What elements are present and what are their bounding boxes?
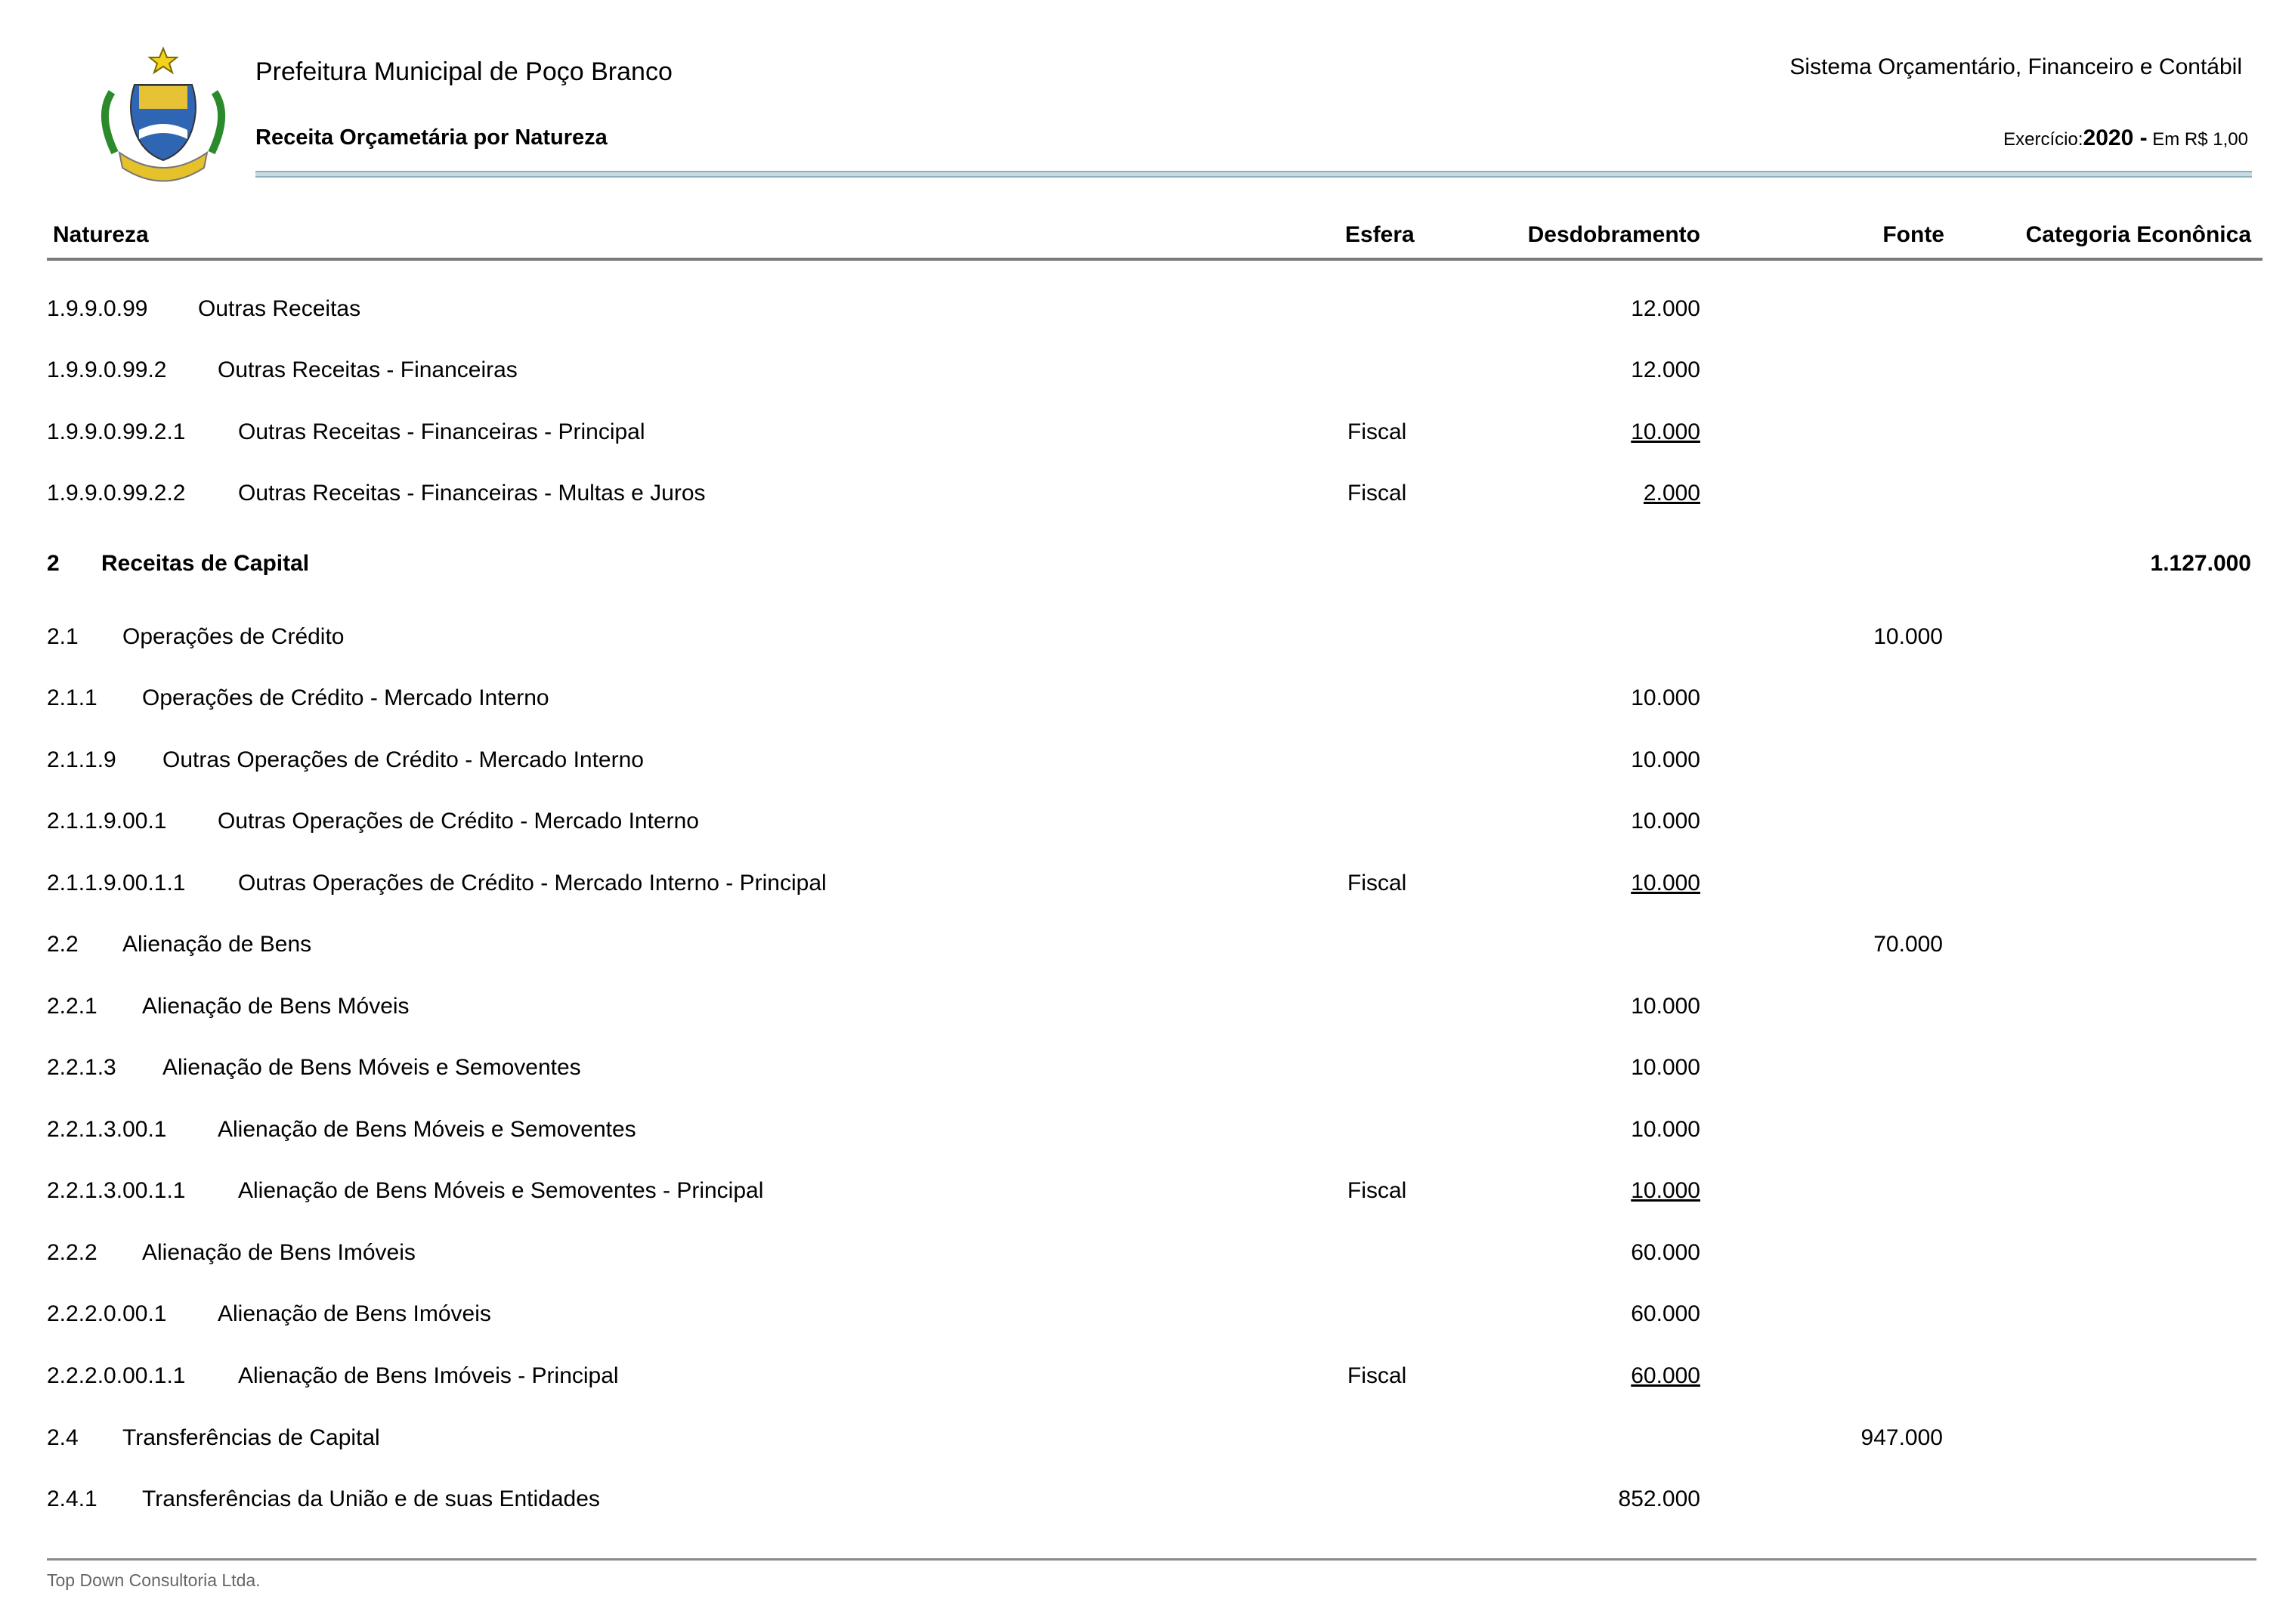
row-desdobramento: 60.000 bbox=[1631, 1301, 1700, 1326]
row-desdobramento: 10.000 bbox=[1631, 1055, 1700, 1080]
row-fonte: 947.000 bbox=[1860, 1425, 1943, 1450]
table-row bbox=[0, 1425, 2295, 1460]
row-desdobramento: 852.000 bbox=[1618, 1486, 1700, 1511]
column-header-fonte: Fonte bbox=[1882, 222, 1944, 247]
row-description: Alienação de Bens Imóveis - Principal bbox=[238, 1363, 619, 1388]
row-description: Operações de Crédito - Mercado Interno bbox=[142, 685, 549, 710]
system-name: Sistema Orçamentário, Financeiro e Contábil bbox=[1789, 54, 2242, 79]
row-categoria: 1.127.000 bbox=[2150, 551, 2251, 576]
row-code: 2.2.2.0.00.1.1 bbox=[47, 1363, 186, 1388]
table-row bbox=[0, 1363, 2295, 1398]
row-code: 2.2.2 bbox=[47, 1240, 97, 1265]
table-row bbox=[0, 551, 2295, 586]
report-title: Receita Orçametária por Natureza bbox=[255, 125, 608, 150]
table-row bbox=[0, 685, 2295, 720]
table-row bbox=[0, 1178, 2295, 1213]
row-esfera: Fiscal bbox=[1347, 481, 1407, 506]
row-desdobramento: 10.000 bbox=[1631, 747, 1700, 772]
exercise-label: Exercício: bbox=[2003, 129, 2083, 150]
exercise-info bbox=[2003, 125, 2248, 151]
row-desdobramento: 60.000 bbox=[1631, 1363, 1700, 1388]
row-code: 1.9.9.0.99.2.1 bbox=[47, 419, 186, 444]
row-description: Transferências da União e de suas Entidades bbox=[142, 1486, 600, 1511]
footer-company: Top Down Consultoria Ltda. bbox=[47, 1570, 261, 1590]
row-description: Transferências de Capital bbox=[122, 1425, 380, 1450]
table-row bbox=[0, 296, 2295, 331]
row-fonte: 70.000 bbox=[1873, 932, 1943, 957]
row-code: 2.2 bbox=[47, 932, 79, 957]
table-row bbox=[0, 481, 2295, 515]
row-description: Outras Receitas - Financeiras - Principal bbox=[238, 419, 645, 444]
row-description: Outras Receitas - Financeiras - Multas e Juros bbox=[238, 481, 706, 506]
row-code: 2.1.1.9 bbox=[47, 747, 116, 772]
row-desdobramento: 12.000 bbox=[1631, 357, 1700, 382]
table-row bbox=[0, 1055, 2295, 1090]
row-desdobramento: 10.000 bbox=[1631, 871, 1700, 896]
row-desdobramento: 10.000 bbox=[1631, 994, 1700, 1019]
row-desdobramento: 10.000 bbox=[1631, 809, 1700, 834]
row-desdobramento: 60.000 bbox=[1631, 1240, 1700, 1265]
table-row bbox=[0, 1117, 2295, 1152]
row-description: Outras Operações de Crédito - Mercado Interno - Principal bbox=[238, 871, 827, 896]
row-description: Alienação de Bens Móveis bbox=[142, 994, 410, 1019]
currency-unit: Em R$ 1,00 bbox=[2152, 129, 2248, 150]
column-header-esfera: Esfera bbox=[1345, 222, 1415, 247]
row-code: 2.2.1 bbox=[47, 994, 97, 1019]
table-row bbox=[0, 747, 2295, 782]
table-row bbox=[0, 419, 2295, 454]
municipality-title: Prefeitura Municipal de Poço Branco bbox=[255, 57, 673, 86]
row-code: 2.4.1 bbox=[47, 1486, 97, 1511]
row-esfera: Fiscal bbox=[1347, 1363, 1407, 1388]
row-desdobramento: 10.000 bbox=[1631, 1178, 1700, 1203]
row-esfera: Fiscal bbox=[1347, 419, 1407, 444]
municipal-coat-of-arms-logo bbox=[82, 39, 248, 196]
header-divider bbox=[255, 171, 2252, 178]
row-desdobramento: 2.000 bbox=[1643, 481, 1700, 506]
row-desdobramento: 10.000 bbox=[1631, 419, 1700, 444]
row-description: Alienação de Bens Imóveis bbox=[218, 1301, 491, 1326]
row-code: 2.1.1.9.00.1 bbox=[47, 809, 167, 834]
table-row bbox=[0, 1486, 2295, 1521]
exercise-year: 2020 - bbox=[2083, 125, 2148, 150]
row-description: Alienação de Bens bbox=[122, 932, 312, 957]
row-desdobramento: 10.000 bbox=[1631, 1117, 1700, 1142]
row-description: Operações de Crédito bbox=[122, 624, 345, 649]
row-code: 2.4 bbox=[47, 1425, 79, 1450]
column-header-desdobramento: Desdobramento bbox=[1527, 222, 1700, 247]
row-code: 2 bbox=[47, 551, 60, 576]
row-code: 2.2.1.3.00.1 bbox=[47, 1117, 167, 1142]
row-description: Alienação de Bens Móveis e Semoventes - Principal bbox=[238, 1178, 764, 1203]
row-desdobramento: 12.000 bbox=[1631, 296, 1700, 321]
row-description: Receitas de Capital bbox=[101, 551, 310, 576]
row-description: Alienação de Bens Imóveis bbox=[142, 1240, 416, 1265]
row-description: Outras Operações de Crédito - Mercado Interno bbox=[162, 747, 644, 772]
table-row bbox=[0, 871, 2295, 905]
row-code: 2.1.1.9.00.1.1 bbox=[47, 871, 186, 896]
table-row bbox=[0, 932, 2295, 967]
row-code: 2.2.1.3.00.1.1 bbox=[47, 1178, 186, 1203]
table-row bbox=[0, 1240, 2295, 1275]
table-row bbox=[0, 994, 2295, 1029]
table-row bbox=[0, 1301, 2295, 1336]
row-description: Outras Receitas bbox=[198, 296, 361, 321]
row-code: 1.9.9.0.99.2.2 bbox=[47, 481, 186, 506]
row-code: 1.9.9.0.99 bbox=[47, 296, 148, 321]
row-code: 2.1 bbox=[47, 624, 79, 649]
row-code: 2.2.2.0.00.1 bbox=[47, 1301, 167, 1326]
row-description: Outras Receitas - Financeiras bbox=[218, 357, 518, 382]
column-header-divider bbox=[47, 258, 2263, 261]
footer-divider bbox=[47, 1558, 2256, 1561]
column-header-natureza: Natureza bbox=[53, 222, 149, 247]
row-desdobramento: 10.000 bbox=[1631, 685, 1700, 710]
row-code: 1.9.9.0.99.2 bbox=[47, 357, 167, 382]
row-description: Alienação de Bens Móveis e Semoventes bbox=[162, 1055, 581, 1080]
table-row bbox=[0, 357, 2295, 392]
row-description: Outras Operações de Crédito - Mercado Interno bbox=[218, 809, 699, 834]
row-code: 2.2.1.3 bbox=[47, 1055, 116, 1080]
row-esfera: Fiscal bbox=[1347, 871, 1407, 896]
column-header-categoria: Categoria Econônica bbox=[2025, 222, 2251, 247]
row-description: Alienação de Bens Móveis e Semoventes bbox=[218, 1117, 636, 1142]
table-row bbox=[0, 624, 2295, 659]
row-code: 2.1.1 bbox=[47, 685, 97, 710]
table-row bbox=[0, 809, 2295, 843]
row-fonte: 10.000 bbox=[1873, 624, 1943, 649]
row-esfera: Fiscal bbox=[1347, 1178, 1407, 1203]
